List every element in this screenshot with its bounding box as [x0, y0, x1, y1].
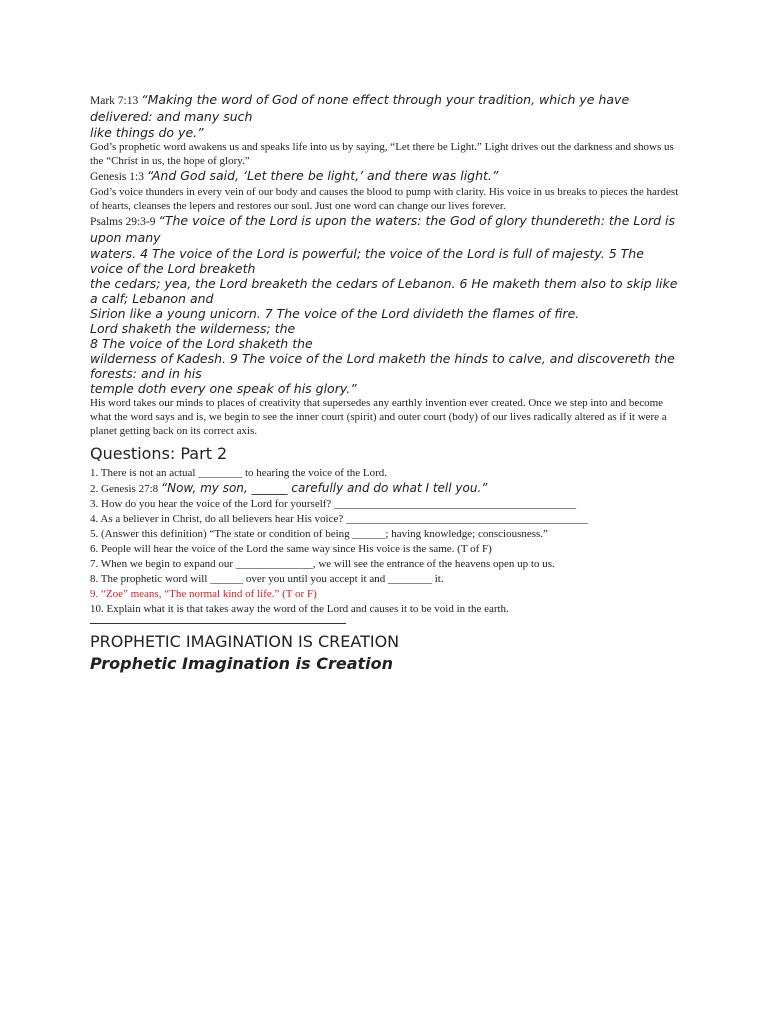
- section-divider: [90, 623, 346, 624]
- passage-psalms: [90, 213, 680, 246]
- document-page: [90, 92, 680, 674]
- section-subtitle: Prophetic Imagination is Creation: [90, 654, 394, 673]
- scripture-quote: Lord shaketh the wilderness; the: [90, 321, 296, 336]
- question-2-quote: “Now, my son, ______ carefully and do what I tell you.”: [160, 481, 488, 495]
- question-2-ref: 2. Genesis 27:8: [90, 483, 161, 495]
- paragraph: His word takes our minds to places of creativity that supersedes any earthly invention ever created. Once we step into and become what the word says and is, we begin to see the inner court (spirit) and outer court (body) of our lives radically altered as if it were a planet getting back on its correct axis.: [90, 397, 667, 437]
- question-5: 5. (Answer this definition) “The state or condition of being ______; having knowledge; consciousness.”: [90, 528, 548, 540]
- paragraph: God’s voice thunders in every vein of our body and causes the blood to pump with clarity. His voice in us breaks to pieces the hardest of hearts, cleanses the lepers and restores our soul. Just one word can change our lives forever.: [90, 186, 679, 212]
- scripture-quote: waters. 4 The voice of the Lord is powerful; the voice of the Lord is full of majesty. 5 The voice of the Lord breaketh: [90, 246, 644, 276]
- scripture-quote: the cedars; yea, the Lord breaketh the cedars of Lebanon. 6 He maketh them also to skip like a calf; Lebanon and: [90, 276, 678, 306]
- scripture-ref: Genesis 1:3: [90, 171, 147, 183]
- scripture-ref: Mark 7:13: [90, 95, 142, 107]
- question-4: 4. As a believer in Christ, do all believers hear His voice? ____________________________________________: [90, 513, 588, 525]
- question-10: 10. Explain what it is that takes away the word of the Lord and causes it to be void in the earth.: [90, 603, 509, 615]
- question-8: 8. The prophetic word will ______ over you until you accept it and ________ it.: [90, 573, 444, 585]
- scripture-quote: Sirion like a young unicorn. 7 The voice of the Lord divideth the flames of fire.: [90, 306, 580, 321]
- passage-mark: [90, 92, 680, 125]
- question-6: 6. People will hear the voice of the Lord the same way since His voice is the same. (T of F): [90, 543, 492, 555]
- scripture-quote: “And God said, ‘Let there be light,’ and there was light.”: [146, 168, 499, 183]
- section-title: PROPHETIC IMAGINATION IS CREATION: [90, 632, 400, 651]
- scripture-quote: “The voice of the Lord is upon the waters: the God of glory thundereth: the Lord is upon many: [90, 213, 676, 245]
- question-3: 3. How do you hear the voice of the Lord for yourself? ____________________________________________: [90, 498, 577, 510]
- question-7: 7. When we begin to expand our ______________, we will see the entrance of the heavens open up to us.: [90, 558, 555, 570]
- scripture-quote: wilderness of Kadesh. 9 The voice of the Lord maketh the hinds to calve, and discovereth the forests: and in his: [90, 351, 675, 381]
- scripture-quote: like things do ye.”: [90, 125, 204, 140]
- question-9: 9. “Zoe” means, “The normal kind of life.” (T or F): [90, 588, 317, 600]
- scripture-ref: Psalms 29:3-9: [90, 216, 159, 228]
- scripture-quote: temple doth every one speak of his glory.”: [90, 381, 357, 396]
- question-1: 1. There is not an actual ________ to hearing the voice of the Lord.: [90, 467, 388, 479]
- questions-heading: Questions: Part 2: [90, 444, 228, 463]
- passage-genesis: [90, 168, 680, 185]
- scripture-quote: “Making the word of God of none effect through your tradition, which ye have delivered: and many such: [90, 92, 630, 124]
- scripture-quote: 8 The voice of the Lord shaketh the: [90, 336, 313, 351]
- paragraph: God’s prophetic word awakens us and speaks life into us by saying, “Let there be Light.” Light drives out the darkness and shows us the “Christ in us, the hope of glory.”: [90, 141, 674, 167]
- question-2: [90, 481, 680, 497]
